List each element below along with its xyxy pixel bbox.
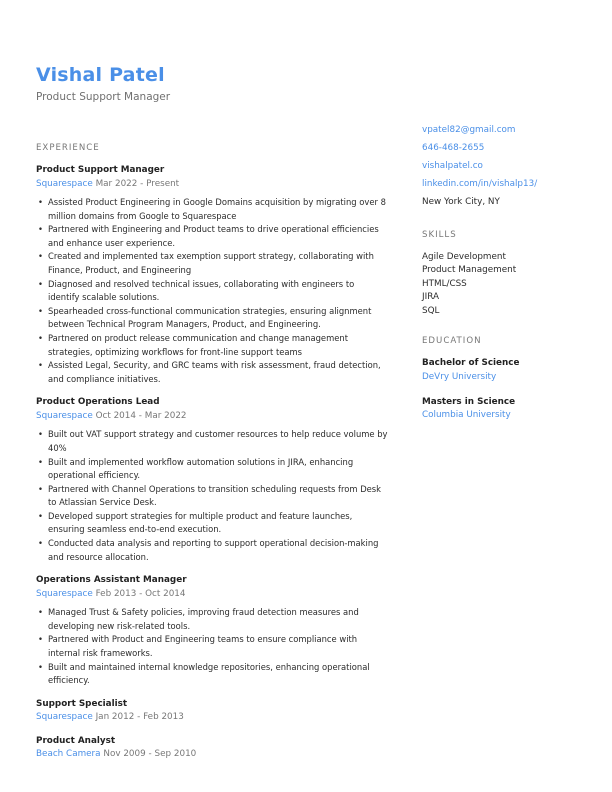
education-list [422, 357, 582, 422]
education-heading: EDUCATION [422, 336, 482, 346]
skills-list [422, 251, 582, 319]
job-dates: Feb 2013 - Oct 2014 [95, 588, 186, 599]
bullet-item: • Spearheaded cross-functional communication strategies, ensuring alignment between Technical Program Managers, Product, and Engineering. [36, 305, 388, 332]
phone-link[interactable]: 646-468-2655 [422, 143, 485, 153]
job-company-dates [36, 178, 388, 192]
bullet-item: • Managed Trust & Safety policies, improving fraud detection measures and developing new risk-related tools. [36, 606, 388, 633]
bullet-item: • Built and maintained internal knowledge repositories, enhancing operational efficiency. [36, 661, 388, 688]
company-link[interactable]: Squarespace [36, 712, 93, 723]
company-link[interactable]: Beach Camera [36, 749, 101, 760]
job-entry [36, 698, 388, 725]
experience-heading: EXPERIENCE [36, 143, 100, 153]
job-company-dates [36, 748, 388, 762]
job-dates: Mar 2022 - Present [95, 178, 180, 189]
job-title: Product Operations Lead [36, 397, 160, 408]
skill-item: Agile Development [422, 251, 506, 262]
job-bullets [36, 606, 388, 688]
bullet-item: • Assisted Legal, Security, and GRC teams with risk assessment, fraud detection, and compliance initiatives. [36, 359, 388, 386]
job-dates: Nov 2009 - Sep 2010 [103, 749, 197, 760]
job-entry [36, 735, 388, 762]
bullet-item: • Diagnosed and resolved technical issues, collaborating with engineers to identify scalable solutions. [36, 278, 388, 305]
bullet-item: • Created and implemented tax exemption support strategy, collaborating with Finance, Product, and Engineering [36, 250, 388, 277]
company-link[interactable]: Squarespace [36, 410, 93, 421]
job-company-dates [36, 410, 388, 424]
bullet-item: • Partnered with Engineering and Product teams to drive operational efficiencies and enhance user experience. [36, 223, 388, 250]
job-entry [36, 396, 388, 564]
company-link[interactable]: Squarespace [36, 588, 93, 599]
job-dates: Jan 2012 - Feb 2013 [95, 712, 184, 723]
job-entry [36, 164, 388, 386]
education-entry [422, 396, 582, 423]
education-entry [422, 357, 582, 384]
job-title: Operations Assistant Manager [36, 575, 187, 586]
job-bullets [36, 428, 388, 564]
job-title: Product Support Manager [36, 165, 165, 175]
location: New York City, NY [422, 197, 500, 207]
resume-title: Product Support Manager [36, 91, 171, 103]
job-title: Support Specialist [36, 698, 128, 709]
resume-name: Vishal Patel [36, 64, 165, 86]
job-bullets [36, 196, 388, 386]
bullet-item: • Conducted data analysis and reporting to support operational decision-making and resource allocation. [36, 537, 388, 564]
bullet-item: • Developed support strategies for multiple product and feature launches, ensuring seamless end-to-end execution. [36, 510, 388, 537]
job-company-dates [36, 588, 388, 602]
sidebar [422, 124, 582, 434]
skill-item: JIRA [422, 292, 439, 302]
skills-heading: SKILLS [422, 229, 457, 240]
degree: Bachelor of Science [422, 358, 520, 368]
bullet-item: • Built and implemented workflow automation solutions in JIRA, enhancing operational efficiency. [36, 456, 388, 483]
bullet-item: • Assisted Product Engineering in Google Domains acquisition by migrating over 8 million domains from Google to Squarespace [36, 196, 388, 223]
skill-item: SQL [422, 305, 440, 316]
bullet-item: • Partnered with Product and Engineering teams to ensure compliance with internal risk frameworks. [36, 633, 388, 660]
experience-section [36, 143, 388, 772]
bullet-item: • Partnered with Channel Operations to transition scheduling requests from Desk to Atlassian Service Desk. [36, 483, 388, 510]
job-entry [36, 574, 388, 688]
school-link[interactable]: DeVry University [422, 371, 497, 382]
degree: Masters in Science [422, 396, 516, 407]
website-link[interactable]: vishalpatel.co [422, 161, 483, 171]
skill-item: HTML/CSS [422, 278, 467, 289]
job-title: Product Analyst [36, 735, 116, 746]
job-company-dates [36, 711, 388, 725]
school-link[interactable]: Columbia University [422, 410, 511, 420]
job-dates: Oct 2014 - Mar 2022 [95, 410, 187, 421]
skill-item: Product Management [422, 265, 517, 275]
email-link[interactable]: vpatel82@gmail.com [422, 125, 516, 135]
company-link[interactable]: Squarespace [36, 178, 93, 189]
bullet-item: • Partnered on product release communication and change management strategies, optimizing workflows for front-line support teams [36, 332, 388, 359]
linkedin-link[interactable]: linkedin.com/in/vishalp13/ [422, 179, 538, 189]
bullet-item: • Built out VAT support strategy and customer resources to help reduce volume by 40% [36, 428, 388, 455]
